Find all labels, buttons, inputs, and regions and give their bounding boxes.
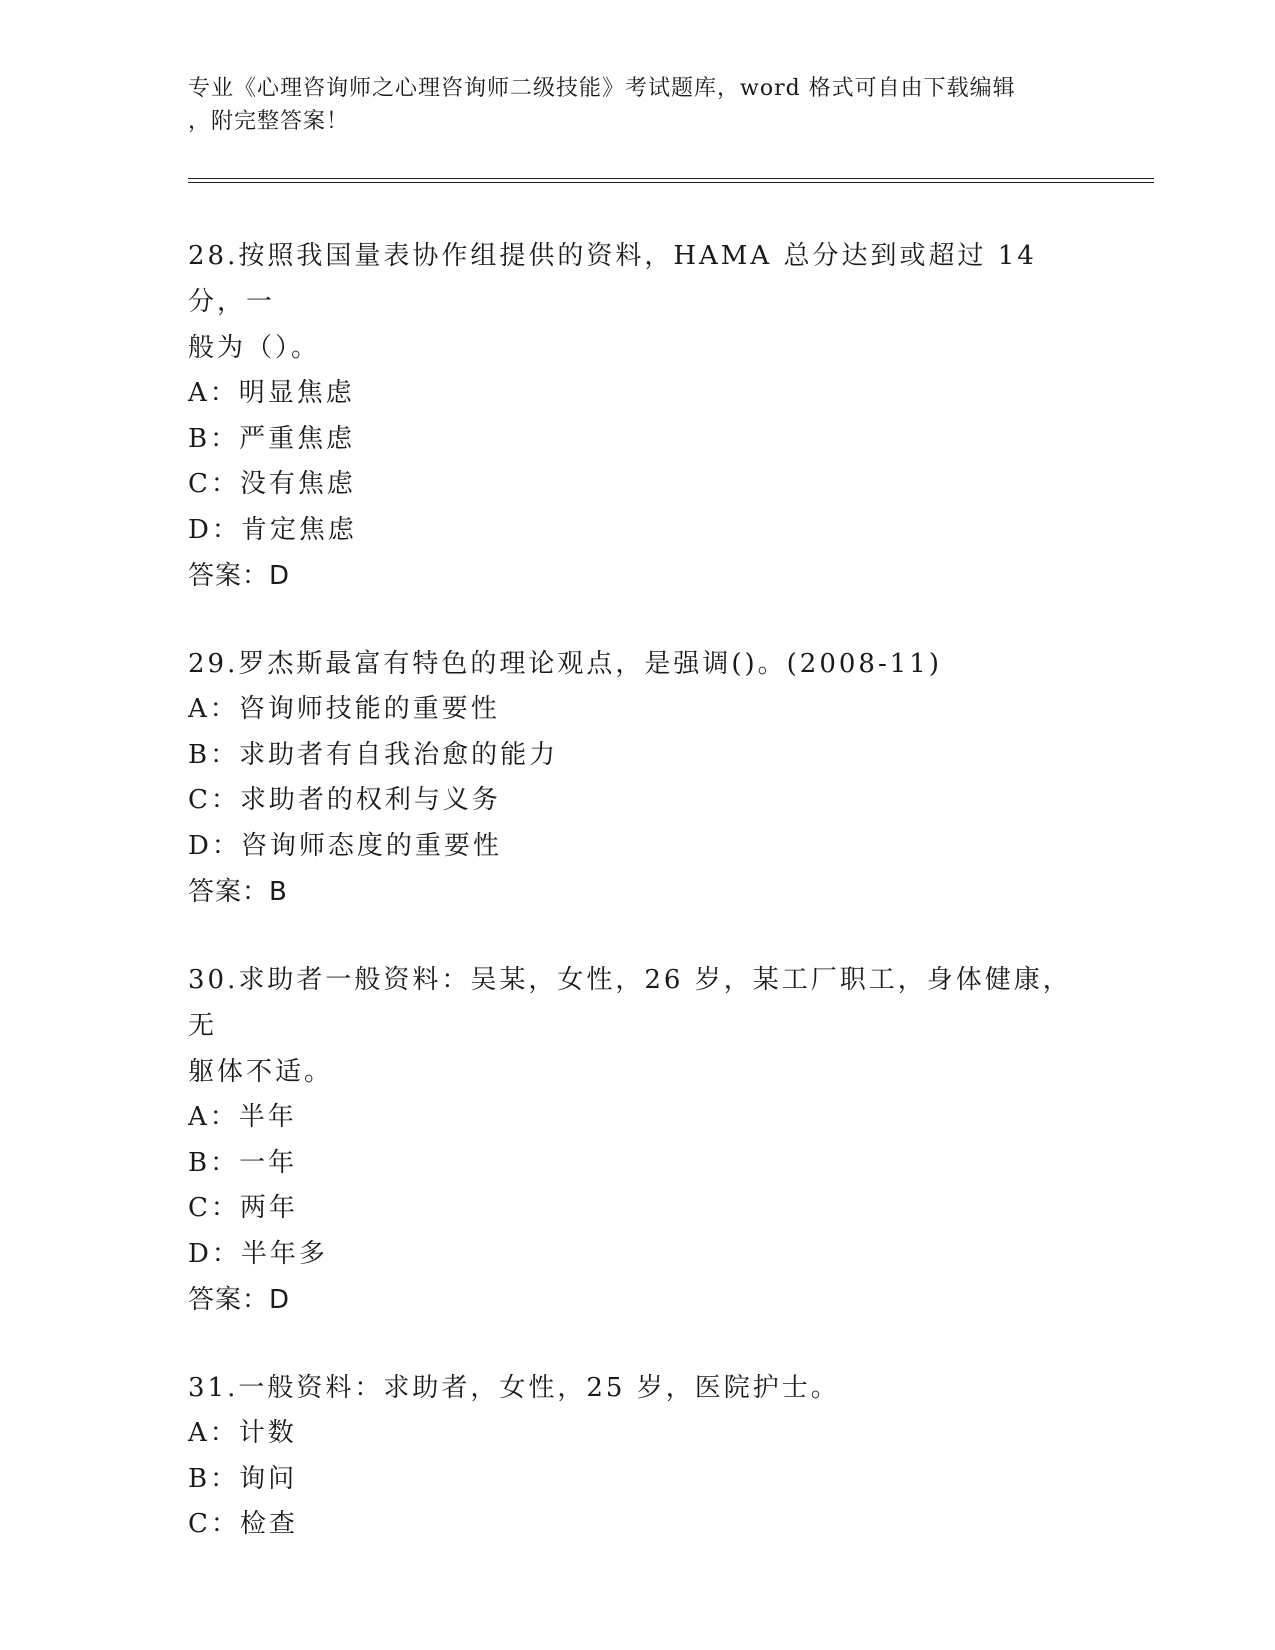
- question-stem: [188, 233, 1088, 371]
- option-a: A：半年: [188, 1102, 297, 1132]
- header-line-1: 专业《心理咨询师之心理咨询师二级技能》考试题库，word 格式可自由下载编辑: [188, 76, 1016, 101]
- option-c: C：检查: [188, 1509, 298, 1539]
- question-list: [188, 233, 1088, 1590]
- question-stem: [188, 1365, 1088, 1411]
- option-d: D：肯定焦虑: [188, 514, 357, 545]
- question-28: [188, 233, 1088, 599]
- question-stem-line: 31.一般资料：求助者，女性，25 岁，医院护士。: [188, 1373, 840, 1403]
- option-c: C：没有焦虑: [188, 469, 356, 499]
- question-stem-line: 28.按照我国量表协作组提供的资料，HAMA 总分达到或超过 14 分，一: [188, 241, 1037, 317]
- question-29: [188, 641, 1088, 915]
- question-stem: [188, 957, 1088, 1095]
- question-stem-line: 躯体不适。: [188, 1057, 334, 1087]
- option-c: C：两年: [188, 1193, 298, 1223]
- option-b: B：询问: [188, 1463, 298, 1494]
- option-b: B：严重焦虑: [188, 423, 356, 454]
- question-30: [188, 957, 1088, 1323]
- header-divider: [188, 178, 1154, 183]
- option-d: D：半年多: [188, 1238, 328, 1269]
- answer-label: 答案：D: [188, 561, 291, 591]
- question-stem: [188, 641, 1088, 687]
- question-stem-line: 般为（）。: [188, 333, 321, 363]
- answer-label: 答案：D: [188, 1285, 291, 1315]
- option-a: A：明显焦虑: [188, 378, 355, 408]
- question-stem-line: 29.罗杰斯最富有特色的理论观点，是强调()。(2008-11): [188, 649, 942, 679]
- option-b: B：一年: [188, 1147, 298, 1178]
- option-a: A：咨询师技能的重要性: [188, 694, 500, 724]
- option-c: C：求助者的权利与义务: [188, 785, 501, 815]
- document-header: [188, 72, 1068, 138]
- option-a: A：计数: [188, 1418, 297, 1448]
- answer-label: 答案：B: [188, 877, 288, 907]
- header-line-2: ，附完整答案！: [188, 109, 350, 134]
- option-d: D：咨询师态度的重要性: [188, 830, 502, 861]
- option-b: B：求助者有自我治愈的能力: [188, 739, 559, 770]
- question-stem-line: 30.求助者一般资料：吴某，女性，26 岁，某工厂职工，身体健康，无: [188, 965, 1072, 1041]
- question-31: [188, 1365, 1088, 1548]
